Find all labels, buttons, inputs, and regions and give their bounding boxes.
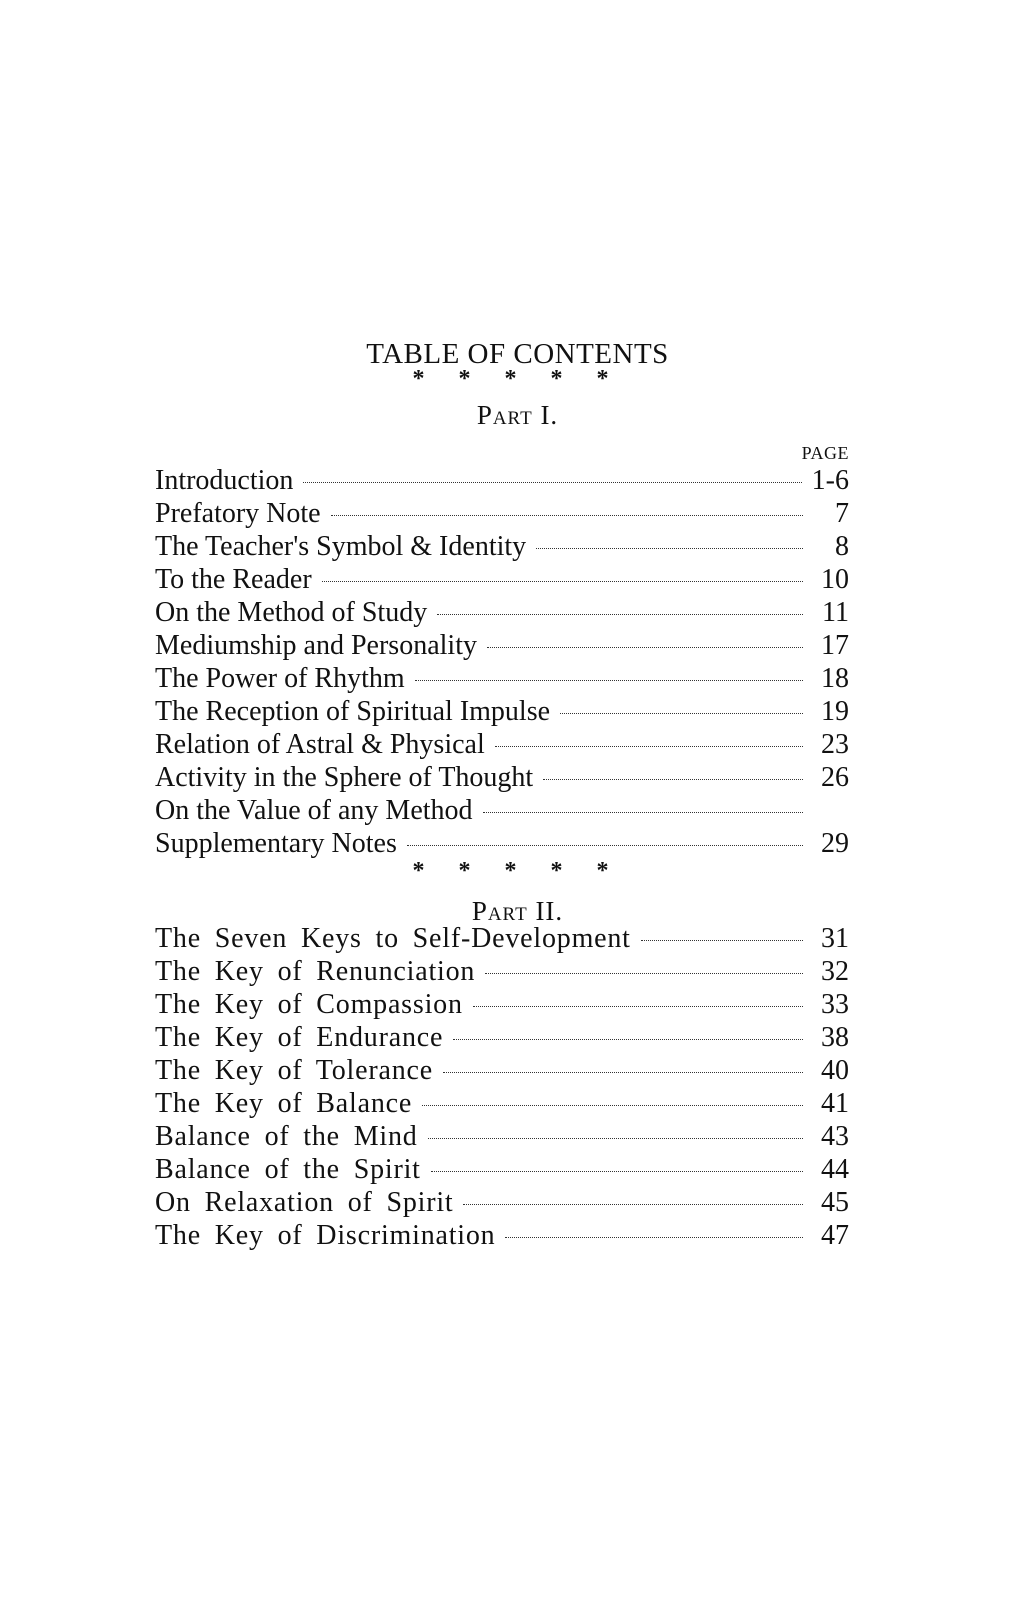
toc-entry-title: The Seven Keys to Self-Development xyxy=(155,923,631,954)
toc-entry-page: 10 xyxy=(821,564,849,595)
toc-entry xyxy=(155,1186,849,1219)
toc-entry-title: Mediumship and Personality xyxy=(155,630,477,661)
toc-entry xyxy=(155,827,849,860)
toc-entry-title: The Key of Endurance xyxy=(155,1022,444,1053)
toc-entry-title: The Teacher's Symbol & Identity xyxy=(155,531,527,562)
dot-leader xyxy=(487,647,803,648)
toc-entry-page: 41 xyxy=(821,1088,849,1119)
toc-entry-page: 26 xyxy=(821,762,849,793)
toc-entry-page: 38 xyxy=(821,1022,849,1053)
toc-entry xyxy=(155,662,849,695)
toc-entry-title: On Relaxation of Spirit xyxy=(155,1187,454,1218)
dot-leader xyxy=(641,940,803,941)
toc-entry xyxy=(155,1153,849,1186)
toc-entry xyxy=(155,497,849,530)
toc-entry-page: 47 xyxy=(821,1220,849,1251)
part-label: Part II. xyxy=(471,896,564,926)
toc-entry xyxy=(155,695,849,728)
toc-entry xyxy=(155,530,849,563)
toc-entry-page: 11 xyxy=(822,597,849,628)
toc-entry xyxy=(155,728,849,761)
dot-leader xyxy=(415,680,803,681)
dot-leader xyxy=(431,1171,803,1172)
toc-entry-title: Introduction xyxy=(155,465,294,496)
page-title: TABLE OF CONTENTS xyxy=(366,338,669,370)
dot-leader xyxy=(303,482,801,483)
toc-entry-page: 1-6 xyxy=(811,465,849,496)
dot-leader xyxy=(543,779,803,780)
toc-entry-page: 40 xyxy=(821,1055,849,1086)
dot-leader xyxy=(422,1105,803,1106)
dot-leader xyxy=(453,1039,803,1040)
toc-part-2 xyxy=(155,922,849,1252)
toc-entry-page: 17 xyxy=(821,630,849,661)
toc-entry-title: The Reception of Spiritual Impulse xyxy=(155,696,551,727)
toc-entry-page: 43 xyxy=(821,1121,849,1152)
toc-entry xyxy=(155,761,849,794)
toc-entry-title: The Key of Compassion xyxy=(155,989,463,1020)
dot-leader xyxy=(560,713,803,714)
toc-entry-page: 44 xyxy=(821,1154,849,1185)
toc-entry-page: 33 xyxy=(821,989,849,1020)
toc-entry-page: 7 xyxy=(835,498,849,529)
dot-leader xyxy=(536,548,803,549)
toc-entry-page: 19 xyxy=(821,696,849,727)
toc-entry xyxy=(155,794,849,827)
dot-leader xyxy=(483,812,803,813)
toc-entry-page: 8 xyxy=(835,531,849,562)
toc-entry-title: Prefatory Note xyxy=(155,498,321,529)
toc-entry xyxy=(155,1219,849,1252)
separator-stars: * * * * * xyxy=(412,366,623,392)
toc-entry-page: 23 xyxy=(821,729,849,760)
toc-entry xyxy=(155,1087,849,1120)
toc-entry-title: Balance of the Spirit xyxy=(155,1154,421,1185)
toc-entry xyxy=(155,563,849,596)
toc-entry-page: 32 xyxy=(821,956,849,987)
toc-entry xyxy=(155,1021,849,1054)
toc-entry-title: On the Method of Study xyxy=(155,597,428,628)
part-heading xyxy=(0,400,1035,431)
page-column-header: PAGE xyxy=(801,443,849,463)
toc-entry-title: The Key of Discrimination xyxy=(155,1220,496,1251)
toc-entry-title: The Key of Tolerance xyxy=(155,1055,433,1086)
part-label: Part I. xyxy=(476,400,559,430)
toc-entry xyxy=(155,1054,849,1087)
toc-entry-title: To the Reader xyxy=(155,564,312,595)
toc-part-1 xyxy=(155,464,849,860)
dot-leader xyxy=(473,1006,803,1007)
toc-entry xyxy=(155,922,849,955)
toc-entry xyxy=(155,955,849,988)
toc-entry-title: On the Value of any Method xyxy=(155,795,473,826)
toc-entry xyxy=(155,1120,849,1153)
toc-entry-title: Supplementary Notes xyxy=(155,828,397,859)
dot-leader xyxy=(505,1237,803,1238)
toc-entry-title: The Key of Balance xyxy=(155,1088,413,1119)
toc-entry-title: The Power of Rhythm xyxy=(155,663,405,694)
dot-leader xyxy=(428,1138,803,1139)
dot-leader xyxy=(443,1072,803,1073)
dot-leader xyxy=(331,515,803,516)
toc-entry-title: The Key of Renunciation xyxy=(155,956,476,987)
dot-leader xyxy=(495,746,803,747)
dot-leader xyxy=(463,1204,803,1205)
dot-leader xyxy=(407,845,803,846)
dot-leader xyxy=(322,581,803,582)
toc-entry xyxy=(155,629,849,662)
toc-entry-page: 31 xyxy=(821,923,849,954)
toc-entry-page: 45 xyxy=(821,1187,849,1218)
toc-entry xyxy=(155,988,849,1021)
toc-entry-title: Balance of the Mind xyxy=(155,1121,418,1152)
toc-entry-title: Relation of Astral & Physical xyxy=(155,729,485,760)
dot-leader xyxy=(485,973,803,974)
toc-entry-title: Activity in the Sphere of Thought xyxy=(155,762,534,793)
toc-entry-page: 18 xyxy=(821,663,849,694)
toc-entry-page: 29 xyxy=(821,828,849,859)
toc-entry xyxy=(155,464,849,497)
dot-leader xyxy=(437,614,803,615)
toc-entry xyxy=(155,596,849,629)
separator-stars: * * * * * xyxy=(412,858,623,884)
